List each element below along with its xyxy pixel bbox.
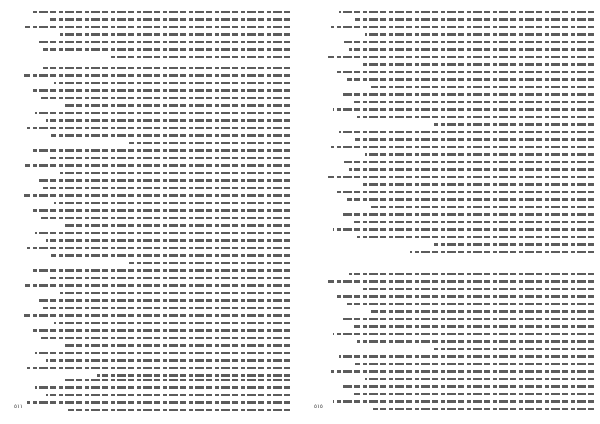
text-line	[328, 23, 594, 31]
text-line	[22, 169, 290, 177]
illegible-text-placeholder	[328, 280, 594, 282]
illegible-text-placeholder	[65, 224, 290, 226]
text-line	[22, 87, 290, 95]
text-line	[328, 196, 594, 204]
text-line	[328, 390, 594, 398]
text-line	[328, 68, 594, 76]
text-line	[22, 102, 290, 110]
illegible-text-placeholder	[341, 213, 594, 215]
illegible-text-placeholder	[22, 194, 290, 196]
text-line	[22, 207, 290, 215]
illegible-text-placeholder	[371, 206, 594, 208]
text-line	[22, 334, 290, 342]
text-line	[22, 229, 290, 237]
illegible-text-placeholder	[333, 108, 594, 110]
text-line	[328, 143, 594, 151]
illegible-text-placeholder	[344, 41, 594, 43]
illegible-text-placeholder	[22, 74, 290, 76]
paragraph-block	[328, 270, 594, 390]
text-line	[22, 79, 290, 87]
illegible-text-placeholder	[365, 153, 594, 155]
text-line	[328, 345, 594, 353]
text-line	[22, 244, 290, 252]
text-line	[328, 38, 594, 46]
illegible-text-placeholder	[33, 269, 290, 271]
illegible-text-placeholder	[347, 78, 594, 80]
illegible-text-placeholder	[434, 123, 594, 125]
text-line	[22, 31, 290, 39]
illegible-text-placeholder	[352, 393, 594, 395]
text-line	[328, 53, 594, 61]
text-line	[328, 8, 594, 16]
illegible-text-placeholder	[339, 11, 594, 13]
text-line	[22, 124, 290, 132]
illegible-text-placeholder	[60, 172, 290, 174]
illegible-text-placeholder	[355, 138, 594, 140]
illegible-text-placeholder	[328, 176, 594, 178]
illegible-text-placeholder	[434, 348, 594, 350]
illegible-text-placeholder	[352, 101, 594, 103]
text-line	[328, 368, 594, 376]
text-line	[328, 293, 594, 301]
illegible-text-placeholder	[46, 239, 290, 241]
illegible-text-placeholder	[27, 401, 290, 403]
text-line	[328, 166, 594, 174]
illegible-text-placeholder	[51, 254, 290, 256]
text-line	[22, 312, 290, 320]
text-line	[328, 173, 594, 181]
text-line	[328, 46, 594, 54]
illegible-text-placeholder	[331, 146, 594, 148]
illegible-text-placeholder	[344, 161, 594, 163]
illegible-text-placeholder	[336, 71, 594, 73]
illegible-text-placeholder	[355, 363, 594, 365]
text-line	[22, 38, 290, 46]
text-line	[22, 259, 290, 267]
text-line	[328, 61, 594, 69]
text-line	[22, 192, 290, 200]
illegible-text-placeholder	[49, 18, 290, 20]
illegible-text-placeholder	[129, 142, 290, 144]
illegible-text-placeholder	[360, 183, 594, 185]
illegible-text-placeholder	[333, 333, 594, 335]
illegible-text-placeholder	[51, 134, 290, 136]
illegible-text-placeholder	[35, 386, 290, 388]
text-line	[328, 405, 594, 413]
right-page-number: ٥١٥	[314, 404, 323, 410]
text-line	[22, 357, 290, 365]
text-line	[22, 46, 290, 54]
illegible-text-placeholder	[360, 288, 594, 290]
illegible-text-placeholder	[54, 322, 290, 324]
text-line	[22, 399, 290, 407]
text-line	[22, 139, 290, 147]
illegible-text-placeholder	[331, 26, 594, 28]
text-line	[22, 391, 290, 399]
left-page-number: ٥١١	[14, 404, 23, 410]
illegible-text-placeholder	[355, 18, 594, 20]
text-line	[328, 233, 594, 241]
text-line	[328, 360, 594, 368]
text-line	[22, 64, 290, 72]
text-line	[22, 53, 290, 61]
illegible-text-placeholder	[352, 325, 594, 327]
text-line	[22, 406, 290, 414]
text-line	[328, 16, 594, 24]
text-line	[22, 132, 290, 140]
right-page	[300, 0, 600, 424]
text-line	[328, 106, 594, 114]
text-line	[328, 151, 594, 159]
text-line	[328, 91, 594, 99]
paragraph-block	[22, 8, 290, 61]
illegible-text-placeholder	[360, 63, 594, 65]
illegible-text-placeholder	[49, 157, 290, 159]
text-line	[22, 154, 290, 162]
illegible-text-placeholder	[349, 48, 594, 50]
text-line	[22, 319, 290, 327]
text-line	[22, 297, 290, 305]
illegible-text-placeholder	[46, 359, 290, 361]
illegible-text-placeholder	[365, 33, 594, 35]
text-line	[22, 252, 290, 260]
illegible-text-placeholder	[38, 41, 290, 43]
illegible-text-placeholder	[341, 318, 594, 320]
text-line	[328, 330, 594, 338]
text-line	[22, 384, 290, 392]
text-line	[328, 218, 594, 226]
text-line	[22, 147, 290, 155]
illegible-text-placeholder	[46, 119, 290, 121]
paragraph-block	[328, 8, 594, 256]
illegible-text-placeholder	[46, 394, 290, 396]
text-line	[328, 226, 594, 234]
illegible-text-placeholder	[336, 191, 594, 193]
illegible-text-placeholder	[65, 344, 290, 346]
illegible-text-placeholder	[60, 33, 290, 35]
illegible-text-placeholder	[33, 11, 290, 13]
text-line	[22, 364, 290, 372]
text-line	[328, 323, 594, 331]
text-line	[328, 158, 594, 166]
illegible-text-placeholder	[331, 370, 594, 372]
illegible-text-placeholder	[349, 273, 594, 275]
illegible-text-placeholder	[371, 86, 594, 88]
text-line	[22, 222, 290, 230]
illegible-text-placeholder	[341, 385, 594, 387]
illegible-text-placeholder	[333, 228, 594, 230]
text-line	[328, 128, 594, 136]
illegible-text-placeholder	[60, 292, 290, 294]
text-line	[328, 121, 594, 129]
text-line	[328, 241, 594, 249]
illegible-text-placeholder	[35, 232, 290, 234]
illegible-text-placeholder	[35, 112, 290, 114]
text-line	[328, 83, 594, 91]
illegible-text-placeholder	[352, 221, 594, 223]
paragraph-block	[328, 375, 594, 413]
text-line	[22, 72, 290, 80]
illegible-text-placeholder	[43, 307, 290, 309]
text-line	[22, 349, 290, 357]
illegible-text-placeholder	[357, 236, 594, 238]
illegible-text-placeholder	[27, 247, 290, 249]
illegible-text-placeholder	[25, 26, 290, 28]
illegible-text-placeholder	[54, 202, 290, 204]
illegible-text-placeholder	[30, 209, 290, 211]
illegible-text-placeholder	[339, 355, 594, 357]
illegible-text-placeholder	[41, 217, 290, 219]
illegible-text-placeholder	[341, 93, 594, 95]
illegible-text-placeholder	[43, 187, 290, 189]
text-line	[22, 177, 290, 185]
illegible-text-placeholder	[336, 295, 594, 297]
text-line	[328, 188, 594, 196]
illegible-text-placeholder	[49, 277, 290, 279]
illegible-text-placeholder	[43, 48, 290, 50]
text-line	[328, 278, 594, 286]
text-line	[328, 181, 594, 189]
text-line	[22, 117, 290, 125]
illegible-text-placeholder	[30, 89, 290, 91]
text-line	[22, 237, 290, 245]
illegible-text-placeholder	[328, 56, 594, 58]
illegible-text-placeholder	[35, 352, 290, 354]
text-line	[22, 109, 290, 117]
text-line	[328, 203, 594, 211]
text-line	[328, 315, 594, 323]
text-line	[22, 214, 290, 222]
paragraph-block	[22, 64, 290, 379]
illegible-text-placeholder	[41, 97, 290, 99]
illegible-text-placeholder	[110, 56, 290, 58]
illegible-text-placeholder	[68, 409, 290, 411]
text-line	[328, 353, 594, 361]
text-line	[22, 199, 290, 207]
text-line	[22, 282, 290, 290]
text-line	[328, 270, 594, 278]
text-line	[328, 248, 594, 256]
text-line	[22, 23, 290, 31]
text-line	[22, 162, 290, 170]
illegible-text-placeholder	[65, 104, 290, 106]
text-line	[22, 342, 290, 350]
illegible-text-placeholder	[349, 168, 594, 170]
text-line	[328, 383, 594, 391]
illegible-text-placeholder	[357, 116, 594, 118]
text-line	[328, 211, 594, 219]
text-line	[328, 31, 594, 39]
text-line	[328, 285, 594, 293]
text-line	[22, 376, 290, 384]
illegible-text-placeholder	[373, 408, 594, 410]
illegible-text-placeholder	[371, 378, 594, 380]
illegible-text-placeholder	[129, 262, 290, 264]
illegible-text-placeholder	[27, 127, 290, 129]
illegible-text-placeholder	[25, 284, 290, 286]
illegible-text-placeholder	[434, 243, 594, 245]
illegible-text-placeholder	[347, 198, 594, 200]
text-line	[328, 398, 594, 406]
text-line	[22, 327, 290, 335]
text-line	[328, 113, 594, 121]
illegible-text-placeholder	[38, 179, 290, 181]
text-line	[22, 16, 290, 24]
text-line	[328, 300, 594, 308]
text-line	[328, 98, 594, 106]
illegible-text-placeholder	[25, 164, 290, 166]
text-line	[22, 304, 290, 312]
text-line	[22, 274, 290, 282]
illegible-text-placeholder	[41, 337, 290, 339]
illegible-text-placeholder	[33, 149, 290, 151]
illegible-text-placeholder	[30, 329, 290, 331]
text-line	[328, 375, 594, 383]
text-line	[22, 8, 290, 16]
illegible-text-placeholder	[38, 299, 290, 301]
text-line	[22, 184, 290, 192]
text-line	[328, 76, 594, 84]
illegible-text-placeholder	[371, 310, 594, 312]
illegible-text-placeholder	[347, 303, 594, 305]
illegible-text-placeholder	[27, 367, 290, 369]
text-line	[22, 267, 290, 275]
text-line	[22, 289, 290, 297]
illegible-text-placeholder	[410, 251, 594, 253]
text-line	[328, 338, 594, 346]
text-line	[328, 308, 594, 316]
text-line	[22, 94, 290, 102]
illegible-text-placeholder	[333, 400, 594, 402]
illegible-text-placeholder	[54, 82, 290, 84]
illegible-text-placeholder	[22, 314, 290, 316]
illegible-text-placeholder	[339, 131, 594, 133]
illegible-text-placeholder	[43, 67, 290, 69]
illegible-text-placeholder	[357, 340, 594, 342]
paragraph-block	[22, 376, 290, 414]
illegible-text-placeholder	[65, 379, 290, 381]
text-line	[328, 136, 594, 144]
